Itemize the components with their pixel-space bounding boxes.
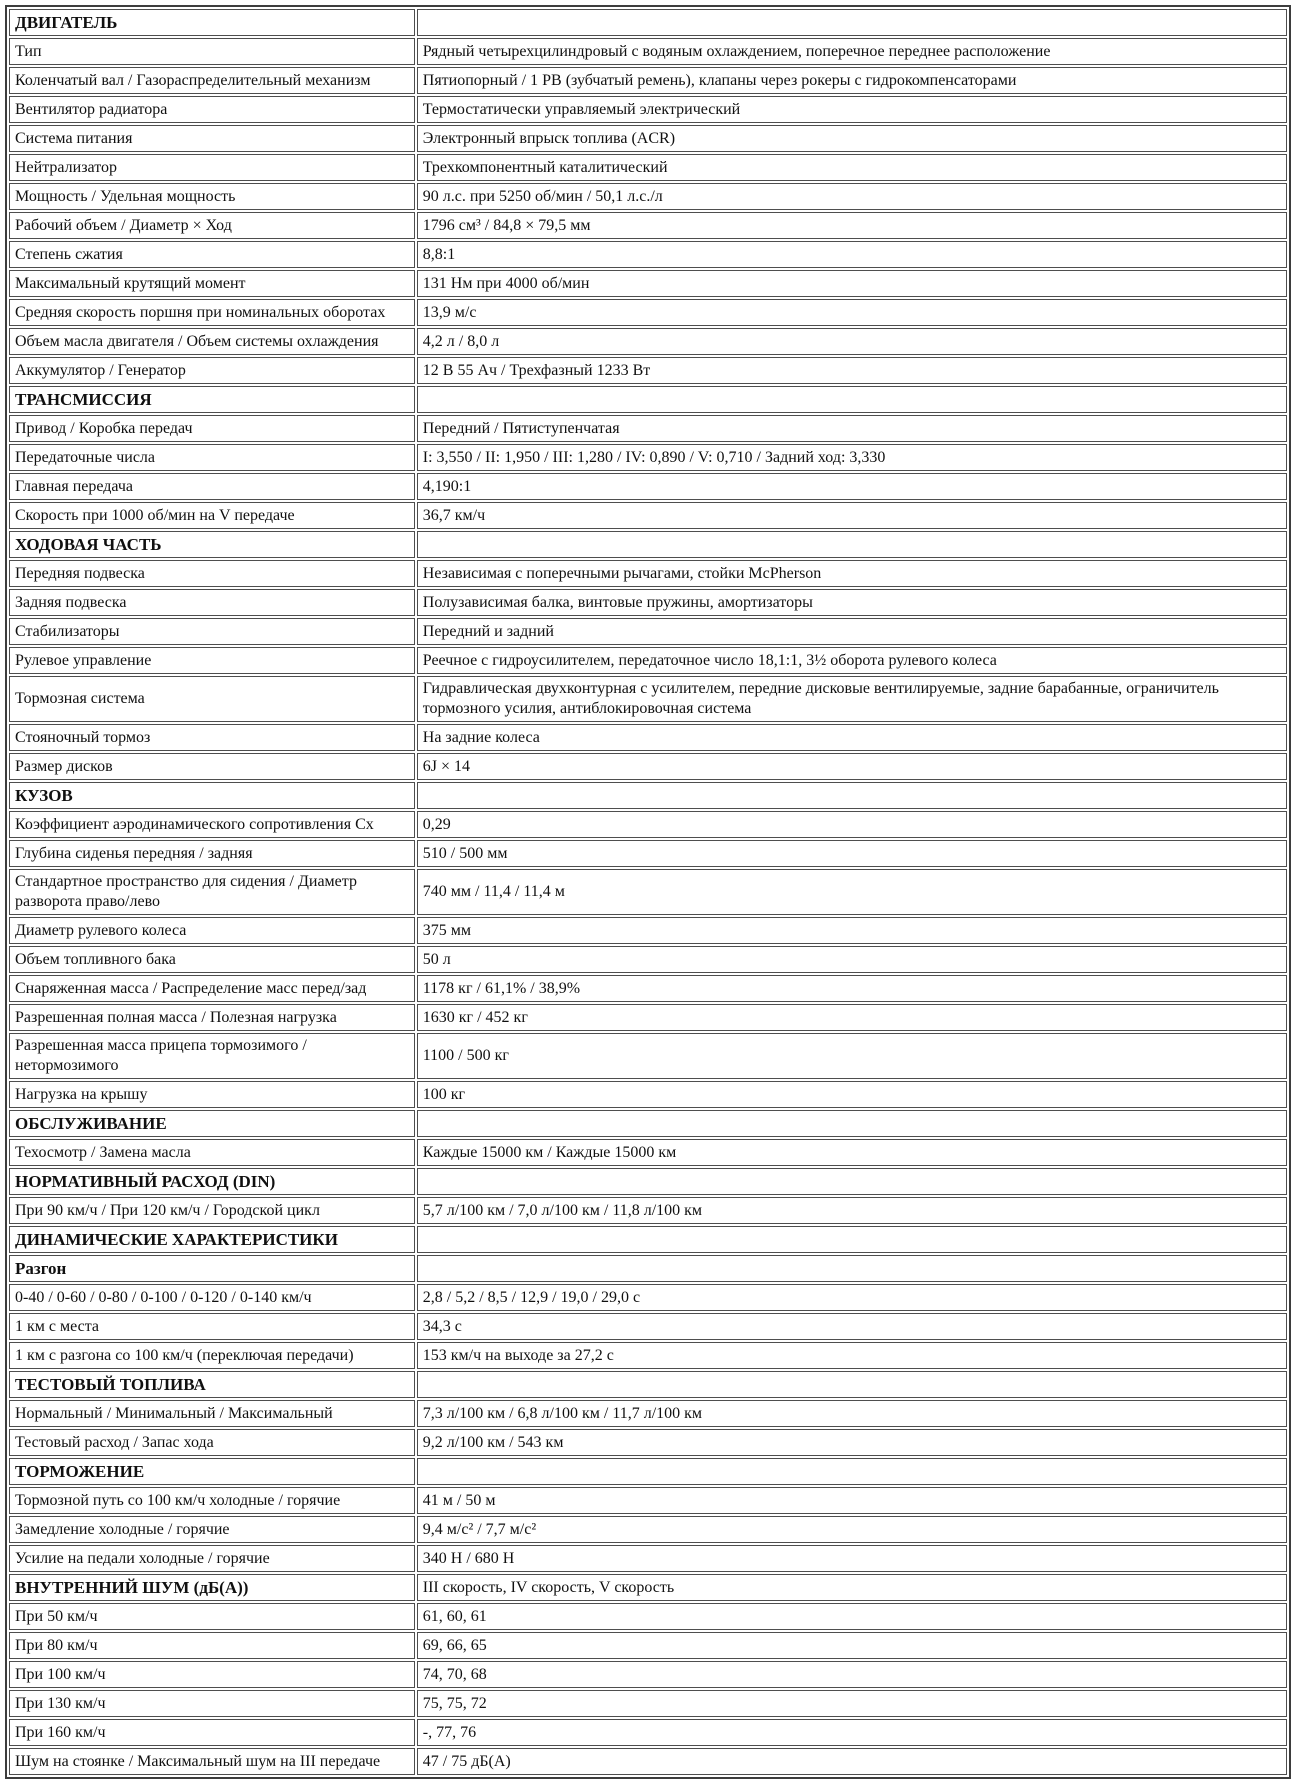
- table-row: [9, 38, 1287, 65]
- table-row: [9, 473, 1287, 500]
- table-row: [9, 357, 1287, 384]
- spec-value: 13,9 м/с: [417, 299, 1287, 326]
- spec-label: Мощность / Удельная мощность: [9, 183, 415, 210]
- spec-label: Замедление холодные / горячие: [9, 1516, 415, 1543]
- spec-value: 41 м / 50 м: [417, 1487, 1287, 1514]
- spec-label: Коэффициент аэродинамического сопротивления Сх: [9, 811, 415, 838]
- spec-value: 340 Н / 680 Н: [417, 1545, 1287, 1572]
- table-row: [9, 1719, 1287, 1746]
- table-row: [9, 386, 1287, 413]
- table-row: [9, 502, 1287, 529]
- spec-label: Коленчатый вал / Газораспределительный механизм: [9, 67, 415, 94]
- table-row: [9, 183, 1287, 210]
- spec-value: 47 / 75 дБ(А): [417, 1748, 1287, 1775]
- table-row: [9, 1400, 1287, 1427]
- spec-value: 2,8 / 5,2 / 8,5 / 12,9 / 19,0 / 29,0 с: [417, 1284, 1287, 1311]
- spec-value: 131 Нм при 4000 об/мин: [417, 270, 1287, 297]
- table-row: [9, 125, 1287, 152]
- table-row: [9, 96, 1287, 123]
- spec-value: 7,3 л/100 км / 6,8 л/100 км / 11,7 л/100 км: [417, 1400, 1287, 1427]
- spec-label: Рабочий объем / Диаметр × Ход: [9, 212, 415, 239]
- spec-label: Разгон: [9, 1255, 415, 1282]
- table-row: [9, 676, 1287, 722]
- spec-value: [417, 1458, 1287, 1485]
- spec-label: Передаточные числа: [9, 444, 415, 471]
- spec-value: 6J × 14: [417, 753, 1287, 780]
- spec-label: Нагрузка на крышу: [9, 1081, 415, 1108]
- spec-label: 0-40 / 0-60 / 0-80 / 0-100 / 0-120 / 0-140 км/ч: [9, 1284, 415, 1311]
- spec-value: Термостатически управляемый электрический: [417, 96, 1287, 123]
- spec-label: Привод / Коробка передач: [9, 415, 415, 442]
- table-row: [9, 753, 1287, 780]
- spec-label: Вентилятор радиатора: [9, 96, 415, 123]
- spec-value: 1100 / 500 кг: [417, 1033, 1287, 1079]
- table-row: [9, 1004, 1287, 1031]
- spec-value: 69, 66, 65: [417, 1632, 1287, 1659]
- table-row: [9, 1748, 1287, 1775]
- spec-value: 1796 см³ / 84,8 × 79,5 мм: [417, 212, 1287, 239]
- spec-label: При 80 км/ч: [9, 1632, 415, 1659]
- spec-label: ТРАНСМИССИЯ: [9, 386, 415, 413]
- table-row: [9, 1661, 1287, 1688]
- table-row: [9, 1458, 1287, 1485]
- spec-label: Шум на стоянке / Максимальный шум на III передаче: [9, 1748, 415, 1775]
- table-row: [9, 1371, 1287, 1398]
- spec-label: ОБСЛУЖИВАНИЕ: [9, 1110, 415, 1137]
- spec-value: 100 кг: [417, 1081, 1287, 1108]
- spec-value: 0,29: [417, 811, 1287, 838]
- spec-value: 4,190:1: [417, 473, 1287, 500]
- table-row: [9, 1033, 1287, 1079]
- spec-value: -, 77, 76: [417, 1719, 1287, 1746]
- table-row: [9, 1516, 1287, 1543]
- table-row: [9, 1574, 1287, 1601]
- table-row: [9, 241, 1287, 268]
- spec-value: Трехкомпонентный каталитический: [417, 154, 1287, 181]
- spec-value: 34,3 с: [417, 1313, 1287, 1340]
- spec-value: [417, 1255, 1287, 1282]
- spec-label: Система питания: [9, 125, 415, 152]
- spec-label: Глубина сиденья передняя / задняя: [9, 840, 415, 867]
- spec-label: Стандартное пространство для сидения / Диаметр разворота право/лево: [9, 869, 415, 915]
- spec-value: Гидравлическая двухконтурная с усилителем, передние дисковые вентилируемые, задние барабанные, ограничитель тормозного усилия, антиблокировочная система: [417, 676, 1287, 722]
- spec-label: 1 км с места: [9, 1313, 415, 1340]
- table-row: [9, 212, 1287, 239]
- spec-label: Средняя скорость поршня при номинальных оборотах: [9, 299, 415, 326]
- table-row: [9, 917, 1287, 944]
- spec-value: [417, 9, 1287, 36]
- table-row: [9, 1342, 1287, 1369]
- table-row: [9, 811, 1287, 838]
- spec-label: Размер дисков: [9, 753, 415, 780]
- table-row: [9, 415, 1287, 442]
- table-row: [9, 1255, 1287, 1282]
- spec-label: Главная передача: [9, 473, 415, 500]
- table-row: [9, 1545, 1287, 1572]
- spec-label: ДВИГАТЕЛЬ: [9, 9, 415, 36]
- table-row: [9, 618, 1287, 645]
- table-row: [9, 1632, 1287, 1659]
- table-row: [9, 1226, 1287, 1253]
- spec-label: При 160 км/ч: [9, 1719, 415, 1746]
- spec-value: 1178 кг / 61,1% / 38,9%: [417, 975, 1287, 1002]
- spec-value: 12 В 55 Ач / Трехфазный 1233 Вт: [417, 357, 1287, 384]
- table-row: [9, 1690, 1287, 1717]
- spec-value: Полузависимая балка, винтовые пружины, амортизаторы: [417, 589, 1287, 616]
- spec-label: Степень сжатия: [9, 241, 415, 268]
- spec-value: 90 л.с. при 5250 об/мин / 50,1 л.с./л: [417, 183, 1287, 210]
- spec-table-body: [9, 9, 1287, 1775]
- spec-value: 74, 70, 68: [417, 1661, 1287, 1688]
- table-row: [9, 531, 1287, 558]
- spec-label: Максимальный крутящий момент: [9, 270, 415, 297]
- spec-value: 9,2 л/100 км / 543 км: [417, 1429, 1287, 1456]
- spec-value: III скорость, IV скорость, V скорость: [417, 1574, 1287, 1601]
- spec-label: КУЗОВ: [9, 782, 415, 809]
- table-row: [9, 840, 1287, 867]
- spec-value: [417, 386, 1287, 413]
- spec-label: Рулевое управление: [9, 647, 415, 674]
- spec-label: Аккумулятор / Генератор: [9, 357, 415, 384]
- spec-value: [417, 1371, 1287, 1398]
- spec-value: 510 / 500 мм: [417, 840, 1287, 867]
- spec-label: Тормозной путь со 100 км/ч холодные / горячие: [9, 1487, 415, 1514]
- table-row: [9, 154, 1287, 181]
- spec-value: [417, 1168, 1287, 1195]
- spec-value: На задние колеса: [417, 724, 1287, 751]
- spec-label: Скорость при 1000 об/мин на V передаче: [9, 502, 415, 529]
- table-row: [9, 782, 1287, 809]
- table-row: [9, 589, 1287, 616]
- spec-value: 4,2 л / 8,0 л: [417, 328, 1287, 355]
- spec-value: Электронный впрыск топлива (ACR): [417, 125, 1287, 152]
- spec-value: 375 мм: [417, 917, 1287, 944]
- table-row: [9, 328, 1287, 355]
- spec-value: 153 км/ч на выходе за 27,2 с: [417, 1342, 1287, 1369]
- table-row: [9, 9, 1287, 36]
- spec-value: Независимая с поперечными рычагами, стойки McPherson: [417, 560, 1287, 587]
- spec-value: 1630 кг / 452 кг: [417, 1004, 1287, 1031]
- table-row: [9, 1487, 1287, 1514]
- spec-label: Передняя подвеска: [9, 560, 415, 587]
- spec-value: [417, 782, 1287, 809]
- spec-value: 61, 60, 61: [417, 1603, 1287, 1630]
- table-row: [9, 270, 1287, 297]
- spec-label: Разрешенная масса прицепа тормозимого / нетормозимого: [9, 1033, 415, 1079]
- spec-label: При 90 км/ч / При 120 км/ч / Городской цикл: [9, 1197, 415, 1224]
- spec-label: При 130 км/ч: [9, 1690, 415, 1717]
- spec-value: Рядный четырехцилиндровый с водяным охлаждением, поперечное переднее расположение: [417, 38, 1287, 65]
- spec-value: Передний / Пятиступенчатая: [417, 415, 1287, 442]
- table-row: [9, 1429, 1287, 1456]
- spec-label: Стояночный тормоз: [9, 724, 415, 751]
- spec-label: НОРМАТИВНЫЙ РАСХОД (DIN): [9, 1168, 415, 1195]
- spec-label: Усилие на педали холодные / горячие: [9, 1545, 415, 1572]
- spec-label: Тормозная система: [9, 676, 415, 722]
- table-row: [9, 1110, 1287, 1137]
- spec-label: ТЕСТОВЫЙ ТОПЛИВА: [9, 1371, 415, 1398]
- spec-value: 50 л: [417, 946, 1287, 973]
- spec-value: Реечное с гидроусилителем, передаточное число 18,1:1, 3½ оборота рулевого колеса: [417, 647, 1287, 674]
- table-row: [9, 67, 1287, 94]
- spec-value: 9,4 м/с² / 7,7 м/с²: [417, 1516, 1287, 1543]
- table-row: [9, 647, 1287, 674]
- spec-label: Задняя подвеска: [9, 589, 415, 616]
- spec-label: ДИНАМИЧЕСКИЕ ХАРАКТЕРИСТИКИ: [9, 1226, 415, 1253]
- spec-value: Пятиопорный / 1 РВ (зубчатый ремень), клапаны через рокеры с гидрокомпенсаторами: [417, 67, 1287, 94]
- spec-label: ХОДОВАЯ ЧАСТЬ: [9, 531, 415, 558]
- table-row: [9, 724, 1287, 751]
- spec-value: 8,8:1: [417, 241, 1287, 268]
- spec-label: Объем масла двигателя / Объем системы охлаждения: [9, 328, 415, 355]
- spec-value: 5,7 л/100 км / 7,0 л/100 км / 11,8 л/100 км: [417, 1197, 1287, 1224]
- spec-label: Нормальный / Минимальный / Максимальный: [9, 1400, 415, 1427]
- table-row: [9, 560, 1287, 587]
- table-row: [9, 1603, 1287, 1630]
- table-row: [9, 1168, 1287, 1195]
- table-row: [9, 1284, 1287, 1311]
- spec-value: 75, 75, 72: [417, 1690, 1287, 1717]
- spec-label: Диаметр рулевого колеса: [9, 917, 415, 944]
- spec-label: Стабилизаторы: [9, 618, 415, 645]
- spec-label: Снаряженная масса / Распределение масс перед/зад: [9, 975, 415, 1002]
- car-spec-table: [5, 5, 1291, 1779]
- spec-label: При 50 км/ч: [9, 1603, 415, 1630]
- spec-label: Тестовый расход / Запас хода: [9, 1429, 415, 1456]
- table-row: [9, 299, 1287, 326]
- spec-value: [417, 1110, 1287, 1137]
- table-row: [9, 444, 1287, 471]
- spec-label: Техосмотр / Замена масла: [9, 1139, 415, 1166]
- spec-label: Нейтрализатор: [9, 154, 415, 181]
- spec-value: [417, 531, 1287, 558]
- table-row: [9, 1313, 1287, 1340]
- table-row: [9, 1139, 1287, 1166]
- spec-label: ВНУТРЕННИЙ ШУМ (дБ(А)): [9, 1574, 415, 1601]
- spec-value: Каждые 15000 км / Каждые 15000 км: [417, 1139, 1287, 1166]
- spec-value: I: 3,550 / II: 1,950 / III: 1,280 / IV: 0,890 / V: 0,710 / Задний ход: 3,330: [417, 444, 1287, 471]
- spec-label: Разрешенная полная масса / Полезная нагрузка: [9, 1004, 415, 1031]
- table-row: [9, 869, 1287, 915]
- spec-label: ТОРМОЖЕНИЕ: [9, 1458, 415, 1485]
- table-row: [9, 946, 1287, 973]
- table-row: [9, 1197, 1287, 1224]
- table-row: [9, 975, 1287, 1002]
- spec-label: Объем топливного бака: [9, 946, 415, 973]
- spec-value: Передний и задний: [417, 618, 1287, 645]
- spec-label: 1 км с разгона со 100 км/ч (переключая передачи): [9, 1342, 415, 1369]
- spec-value: 740 мм / 11,4 / 11,4 м: [417, 869, 1287, 915]
- spec-value: 36,7 км/ч: [417, 502, 1287, 529]
- table-row: [9, 1081, 1287, 1108]
- spec-value: [417, 1226, 1287, 1253]
- spec-label: Тип: [9, 38, 415, 65]
- spec-label: При 100 км/ч: [9, 1661, 415, 1688]
